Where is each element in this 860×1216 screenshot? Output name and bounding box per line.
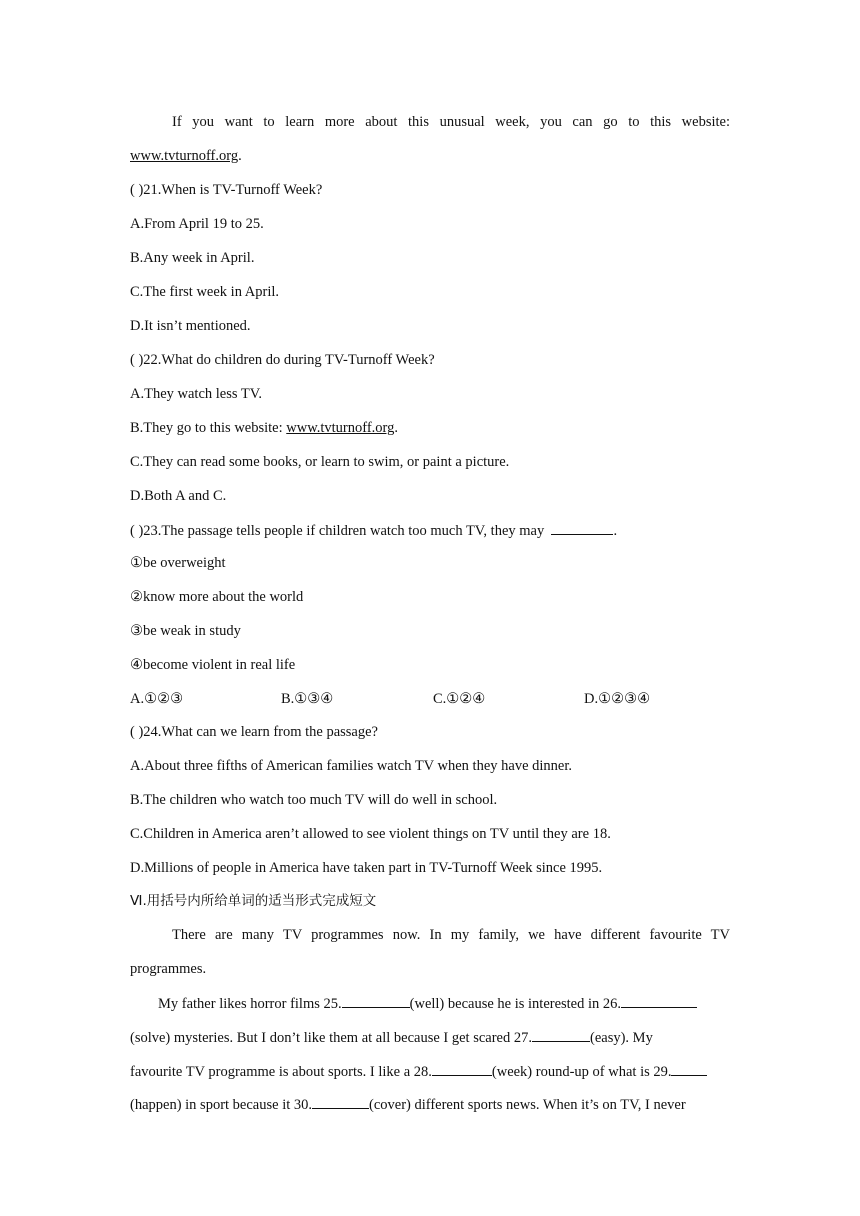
- q23-option-d: D.①②③④: [584, 691, 651, 707]
- answer-blank: [551, 520, 613, 535]
- q23-item-1: ①be overweight: [130, 555, 226, 571]
- q21-option-b: B.Any week in April.: [130, 250, 255, 266]
- q24-option-c: C.Children in America aren’t allowed to see violent things on TV until they are 18.: [130, 826, 611, 842]
- answer-blank-29: [671, 1061, 707, 1076]
- answer-blank-30: [312, 1094, 369, 1109]
- website-link[interactable]: www.tvturnoff.org: [286, 420, 395, 436]
- paragraph-2-line-1: My father likes horror films 25. (well) because he is interested in 26.: [158, 993, 758, 1014]
- q23-option-a: A.①②③: [130, 691, 184, 707]
- intro-text: If you want to learn more about this unusual week, you can go to this website:: [172, 114, 730, 130]
- q24-option-b: B.The children who watch too much TV will do well in school.: [130, 792, 498, 808]
- q21-option-d: D.It isn’t mentioned.: [130, 318, 251, 334]
- answer-blank-26: [621, 993, 697, 1008]
- answer-blank-25: [342, 993, 410, 1008]
- q22-option-b: B.They go to this website: www.tvturnoff.org.: [130, 420, 398, 436]
- website-link[interactable]: www.tvturnoff.org: [130, 148, 239, 164]
- answer-blank-28: [432, 1061, 492, 1076]
- q23-item-3: ③be weak in study: [130, 623, 241, 639]
- paragraph-1-line-1: There are many TV programmes now. In my family, we have different favourite TV: [172, 927, 730, 943]
- question-21-stem: ( )21.When is TV-Turnoff Week?: [130, 182, 323, 198]
- paragraph-2-line-2: (solve) mysteries. But I don’t like them at all because I get scared 27. (easy). My: [130, 1027, 730, 1048]
- question-24-stem: ( )24.What can we learn from the passage?: [130, 724, 378, 740]
- paragraph-2-line-4: (happen) in sport because it 30. (cover) different sports news. When it’s on TV, I never: [130, 1094, 730, 1115]
- paragraph-2-line-3: favourite TV programme is about sports. I like a 28. (week) round-up of what is 29.: [130, 1061, 730, 1082]
- q23-item-2: ②know more about the world: [130, 589, 304, 605]
- q24-option-a: A.About three fifths of American families watch TV when they have dinner.: [130, 758, 572, 774]
- intro-website-line: www.tvturnoff.org.: [130, 148, 242, 164]
- q23-option-c: C.①②④: [433, 691, 486, 707]
- question-23-stem: ( )23.The passage tells people if children watch too much TV, they may .: [130, 520, 730, 541]
- paragraph-1-line-2: programmes.: [130, 961, 207, 977]
- q23-options: [130, 689, 730, 709]
- q21-option-a: A.From April 19 to 25.: [130, 216, 264, 232]
- answer-blank-27: [532, 1027, 590, 1042]
- q21-option-c: C.The first week in April.: [130, 284, 280, 300]
- question-22-stem: ( )22.What do children do during TV-Turnoff Week?: [130, 352, 435, 368]
- q23-item-4: ④become violent in real life: [130, 657, 296, 673]
- q24-option-d: D.Millions of people in America have taken part in TV-Turnoff Week since 1995.: [130, 860, 603, 876]
- q22-option-a: A.They watch less TV.: [130, 386, 262, 402]
- q22-option-c: C.They can read some books, or learn to swim, or paint a picture.: [130, 454, 510, 470]
- q22-option-d: D.Both A and C.: [130, 488, 227, 504]
- intro-line: [130, 112, 730, 132]
- q23-option-b: B.①③④: [281, 691, 334, 707]
- section-heading: Ⅵ.用括号内所给单词的适当形式完成短文: [130, 893, 377, 909]
